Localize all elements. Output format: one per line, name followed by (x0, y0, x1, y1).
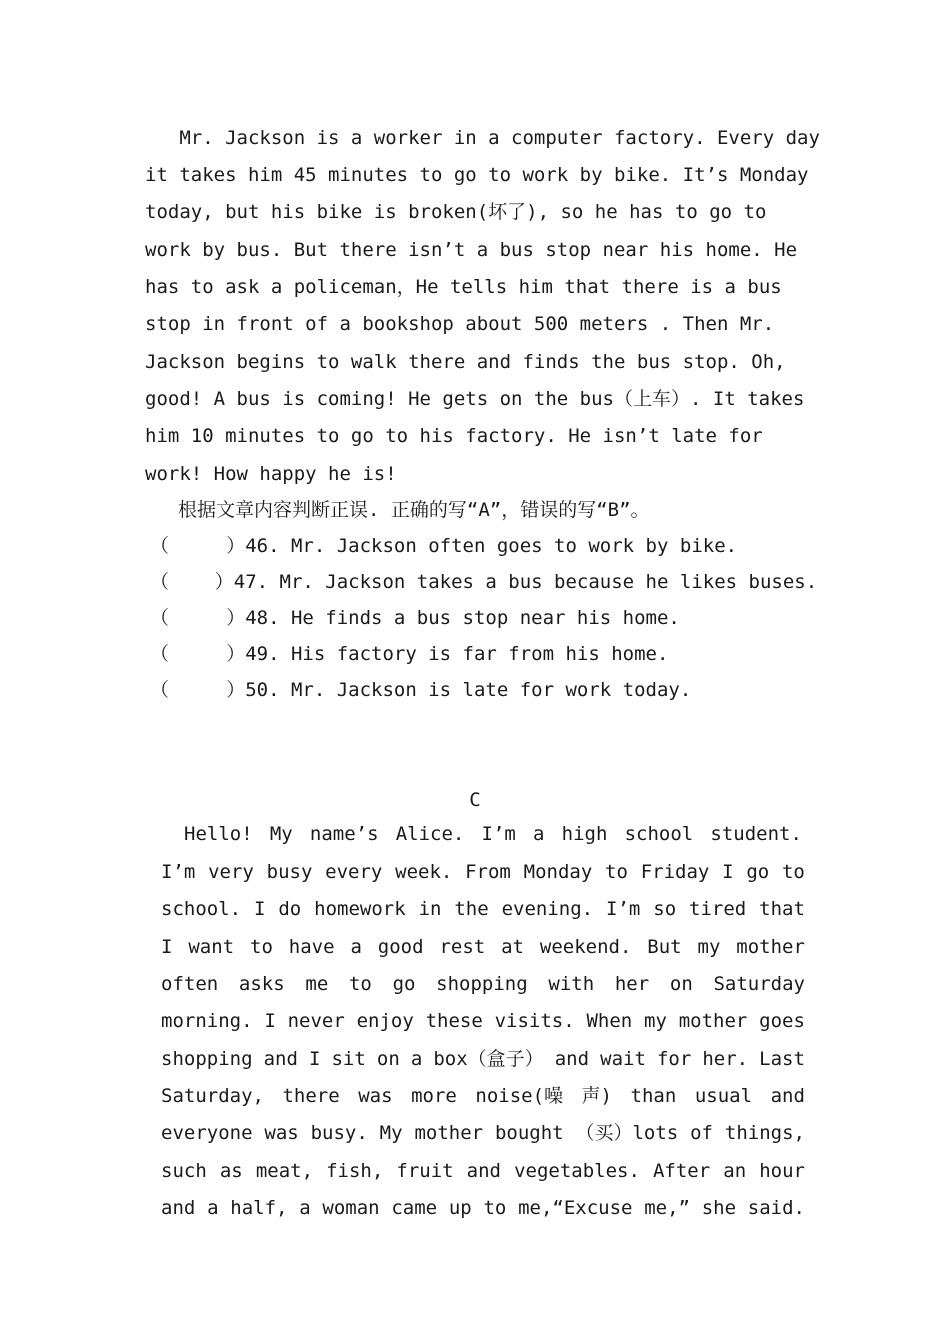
passage-line: Jackson begins to walk there and finds the bus stop. Oh, (145, 351, 786, 373)
word: mother (678, 1010, 748, 1032)
word: I (264, 1010, 276, 1032)
passage-line: work by bus. But there isn’t a bus stop near his home. He (145, 239, 798, 261)
word: shopping (161, 1048, 253, 1070)
word: morning. (161, 1010, 253, 1032)
word: sit (331, 1048, 366, 1070)
word: asks (238, 973, 285, 995)
passage-line (161, 863, 805, 882)
word: usual (694, 1085, 753, 1107)
word: a (350, 936, 362, 958)
passage-line (161, 1124, 805, 1143)
word: she (701, 1197, 737, 1219)
passage-line: good! A bus is coming! He gets on the bus（上车）. It takes (145, 388, 805, 410)
word: mother (736, 936, 805, 958)
word: good (377, 936, 424, 958)
word: at (501, 936, 524, 958)
word: said. (747, 1197, 805, 1219)
question-item: （ ）46. Mr. Jackson often goes to work by bike. (150, 535, 738, 557)
word: often (161, 973, 219, 995)
word: 声) (581, 1085, 612, 1107)
word: fruit (396, 1160, 454, 1182)
word: to (781, 861, 805, 883)
word: was (264, 1122, 299, 1144)
word: woman (322, 1197, 380, 1219)
word: her. (702, 1048, 749, 1070)
word: do (278, 898, 302, 920)
word: on (376, 1048, 400, 1070)
word: never (287, 1010, 345, 1032)
word: was (358, 1085, 393, 1107)
word: school. (161, 898, 242, 920)
passage-line (161, 900, 805, 919)
word: more (411, 1085, 457, 1107)
word: my (644, 1010, 667, 1032)
word: Friday (640, 861, 710, 883)
word: a (207, 1197, 219, 1219)
passage-line (184, 825, 802, 844)
passage-line: work! How happy he is! (145, 463, 397, 485)
word: half, (230, 1197, 288, 1219)
word: Saturday (713, 973, 805, 995)
word: Last (759, 1048, 805, 1070)
passage-line (161, 938, 805, 957)
passage-line (161, 1087, 805, 1106)
word: go (746, 861, 770, 883)
word: and (466, 1160, 501, 1182)
word: so (653, 898, 677, 920)
word: came (391, 1197, 438, 1219)
word: rest (439, 936, 486, 958)
word: meat, (255, 1160, 314, 1182)
word: tired (689, 898, 747, 920)
word: to (483, 1197, 507, 1219)
word: me,” (644, 1197, 690, 1219)
word: But (647, 936, 682, 958)
word: to (348, 973, 372, 995)
word: weekend. (539, 936, 632, 958)
word: busy (266, 861, 313, 883)
word: I (161, 936, 173, 958)
word: I’m (481, 823, 516, 845)
word: high (561, 823, 608, 845)
word: up (448, 1197, 472, 1219)
passage-line: it takes him 45 minutes to go to work by bike. It’s Monday (145, 164, 809, 186)
word: mother (414, 1122, 484, 1144)
word: than (630, 1085, 677, 1107)
question-item: （ ）47. Mr. Jackson takes a bus because he likes buses. (150, 571, 818, 593)
word: and (770, 1085, 805, 1107)
word: that (759, 898, 805, 920)
word: goes (759, 1010, 805, 1032)
word: things, (724, 1122, 805, 1144)
word: of (690, 1122, 713, 1144)
word: student. (710, 823, 802, 845)
passage-line (161, 1199, 805, 1218)
word: very (208, 861, 254, 883)
word: every (325, 861, 383, 883)
word: with (548, 973, 595, 995)
word: （买）lots (575, 1122, 679, 1144)
word: and (161, 1197, 196, 1219)
word: the (454, 898, 489, 920)
passage-line (161, 975, 805, 994)
passage-line: today, but his bike is broken(坏了), so he has to go to (145, 201, 767, 223)
passage-line: him 10 minutes to go to his factory. He isn’t late for (145, 425, 763, 447)
word: fish, (326, 1160, 384, 1182)
word: After (652, 1160, 711, 1182)
word: to (605, 861, 628, 883)
word: Saturday, (161, 1085, 264, 1107)
word: shopping (436, 973, 528, 995)
word: bought (494, 1122, 564, 1144)
word: I’m (161, 861, 196, 883)
word: wait (600, 1048, 646, 1070)
word: a (299, 1197, 311, 1219)
word: to (250, 936, 273, 958)
word: me (305, 973, 329, 995)
word: hour (759, 1160, 805, 1182)
passage-line: Mr. Jackson is a worker in a computer factory. Every day (145, 127, 820, 149)
section-title: C (469, 789, 481, 811)
word: have (288, 936, 335, 958)
instructions: 根据文章内容判断正误. 正确的写“A”，错误的写“B”。 (178, 499, 650, 521)
word: week. (395, 861, 453, 883)
word: there (282, 1085, 340, 1107)
word: noise(噪 (475, 1085, 564, 1107)
word: My (379, 1122, 403, 1144)
question-item: （ ）50. Mr. Jackson is late for work today. (150, 679, 692, 701)
passage-line (161, 1050, 805, 1069)
word: a (410, 1048, 423, 1070)
word: such (161, 1160, 207, 1182)
word: on (669, 973, 693, 995)
word: My (269, 823, 293, 845)
word: evening. (501, 898, 594, 920)
word: Alice. (395, 823, 465, 845)
word: everyone (161, 1122, 253, 1144)
word: a (533, 823, 545, 845)
passage-line (161, 1012, 805, 1031)
word: Monday (523, 861, 593, 883)
word: me,“Excuse (518, 1197, 633, 1219)
word: as (219, 1160, 243, 1182)
question-item: （ ）49. His factory is far from his home. (150, 643, 669, 665)
word: Hello! (184, 823, 253, 845)
word: want (188, 936, 235, 958)
word: name’s (309, 823, 379, 845)
word: these (425, 1010, 483, 1032)
passage-line: stop in front of a bookshop about 500 meters . Then Mr. (145, 313, 775, 335)
word: an (723, 1160, 747, 1182)
word: homework (314, 898, 406, 920)
word: I’m (606, 898, 641, 920)
word: visits. (494, 1010, 575, 1032)
passage-line: has to ask a policeman，He tells him that there is a bus (145, 276, 782, 298)
word: box（盒子） (433, 1048, 544, 1070)
word: her (614, 973, 650, 995)
question-item: （ ）48. He finds a bus stop near his home. (150, 607, 680, 629)
word: in (418, 898, 442, 920)
word: I (308, 1048, 321, 1070)
word: and (554, 1048, 590, 1070)
word: for (656, 1048, 692, 1070)
word: I (253, 898, 266, 920)
word: When (586, 1010, 633, 1032)
word: and (263, 1048, 298, 1070)
passage-line (161, 1162, 805, 1181)
word: enjoy (356, 1010, 414, 1032)
word: I (722, 861, 734, 883)
word: school (624, 823, 694, 845)
word: busy. (310, 1122, 368, 1144)
word: go (392, 973, 416, 995)
word: From (465, 861, 511, 883)
word: vegetables. (514, 1160, 640, 1182)
word: my (697, 936, 721, 958)
